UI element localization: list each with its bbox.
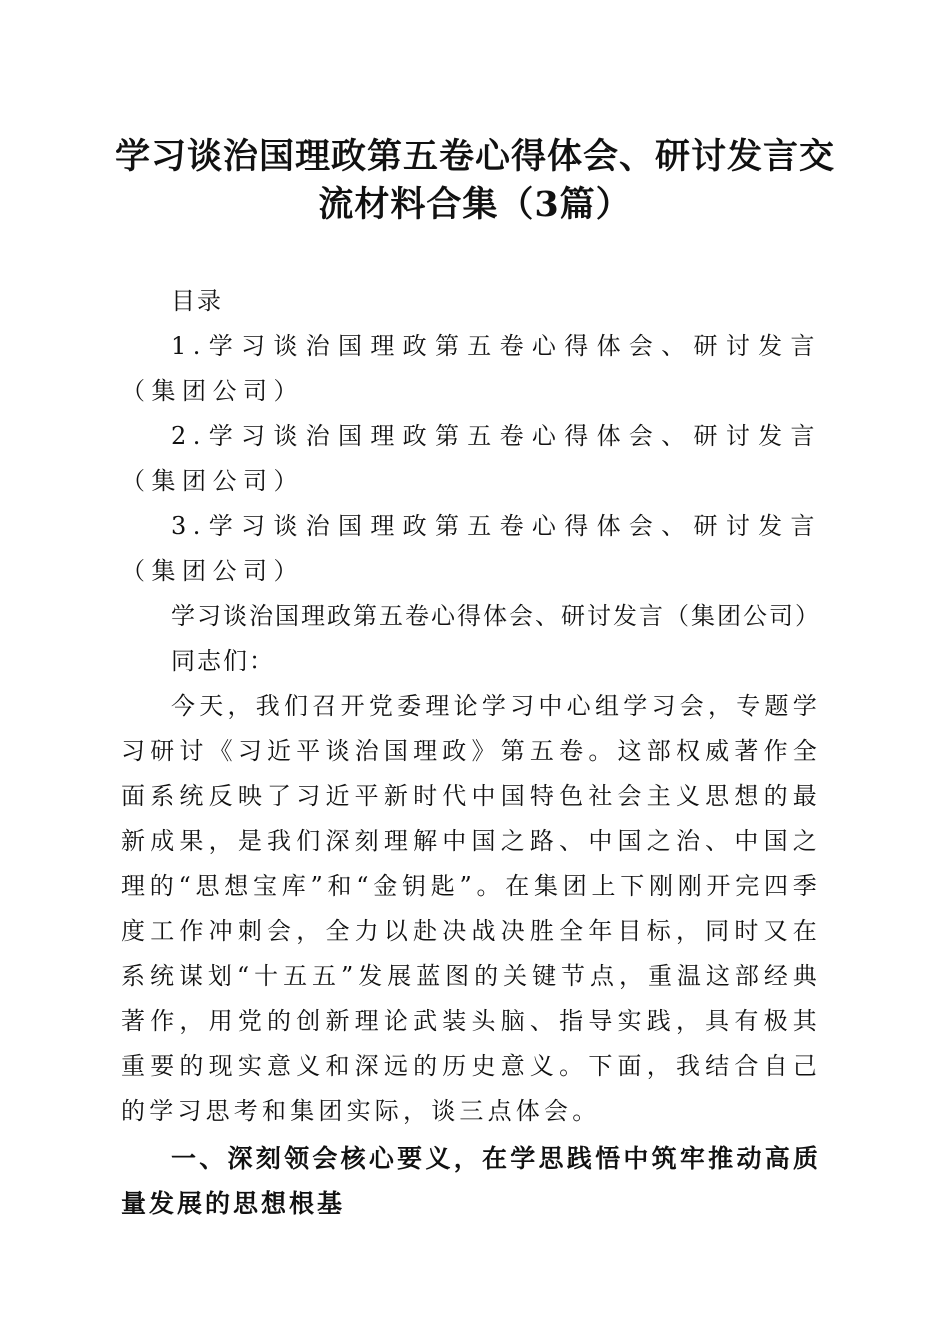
toc-item-2: 2.学习谈治国理政第五卷心得体会、研讨发言（集团公司）: [121, 422, 821, 495]
intro-paragraph: 今天，我们召开党委理论学习中心组学习会，专题学习研讨《习近平谈治国理政》第五卷。这部权威著作全面系统反映了习近平新时代中国特色社会主义思想的最新成果，是我们深刻理解中国之路、中国之治、中国之理的“思想宝库”和“金钥匙”。在集团上下刚刚开完四季度工作冲刺会，全力以赴决战决胜全年目标，同时又在系统谋划“十五五”发展蓝图的关键节点，重温这部经典著作，用党的创新理论武装头脑、指导实践，具有极其重要的现实意义和深远的历史意义。下面，我结合自己的学习思考和集团实际，谈三点体会。: [121, 692, 821, 1125]
document-title: [100, 133, 850, 229]
section-title: 学习谈治国理政第五卷心得体会、研讨发言（集团公司）: [171, 602, 821, 630]
document-body: [121, 279, 821, 1226]
toc-label: 目录: [171, 287, 223, 315]
salutation: 同志们：: [171, 647, 275, 675]
toc-item-1: 1.学习谈治国理政第五卷心得体会、研讨发言（集团公司）: [121, 332, 821, 405]
title-line-2: 流材料合集（3篇）: [318, 184, 632, 225]
toc-item-3: 3.学习谈治国理政第五卷心得体会、研讨发言（集团公司）: [121, 512, 821, 585]
title-line-1: 学习谈治国理政第五卷心得体会、研讨发言交: [114, 136, 835, 177]
section-heading-1: 一、深刻领会核心要义，在学思践悟中筑牢推动高质量发展的思想根基: [121, 1144, 821, 1218]
